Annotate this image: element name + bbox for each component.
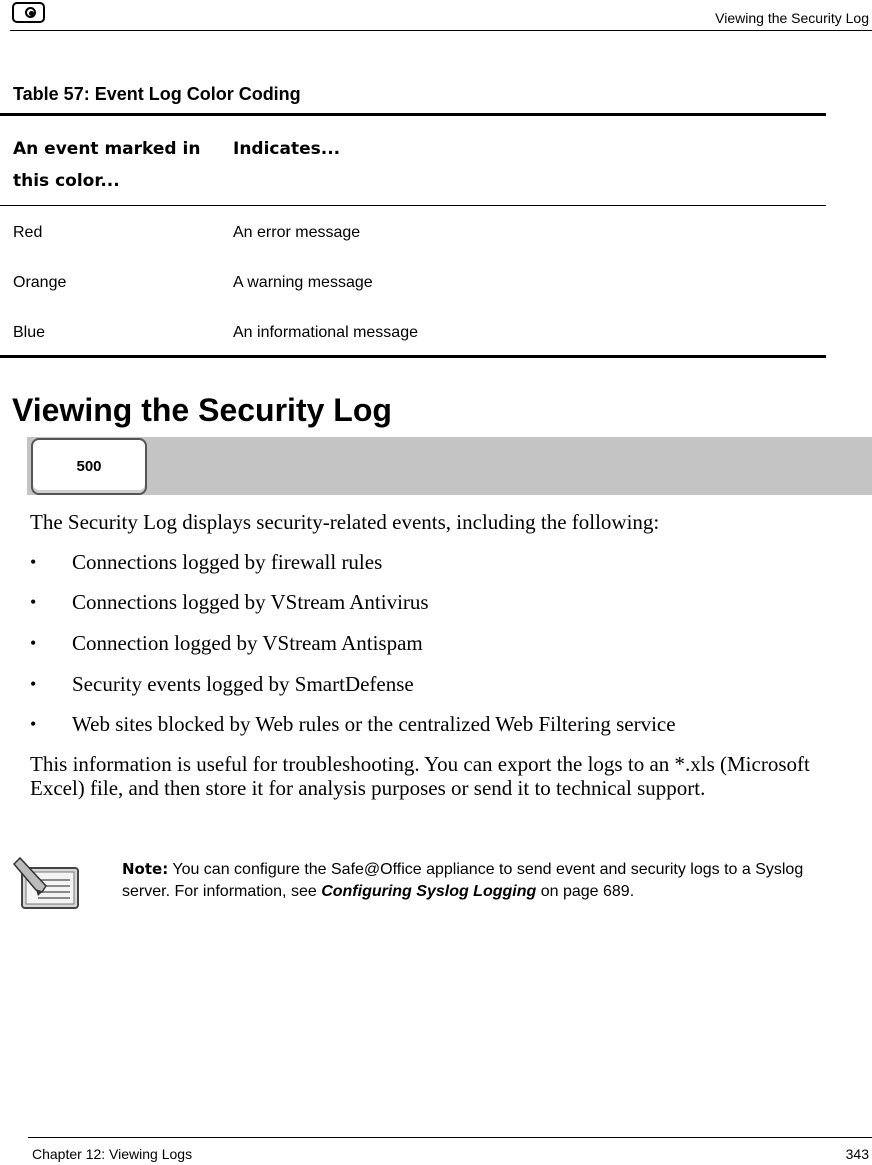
running-header-title: Viewing the Security Log — [715, 10, 869, 26]
table-header-rule — [0, 205, 826, 206]
section-title: Viewing the Security Log — [12, 392, 392, 428]
note-text: Note: You can configure the Safe@Office appliance to send event and security logs to a Syslog server. For information, see Configuring Syslog Logging on page 689. — [122, 860, 804, 900]
table-header-color: An event marked in this color... — [13, 139, 201, 191]
table-top-rule — [0, 113, 826, 116]
table-cell-color: Orange — [13, 274, 67, 291]
body-paragraph: This information is useful for troubleshooting. You can export the logs to an *.xls (Microsoft Excel) file, and then store it for analysis purposes or send it to technical support. — [30, 752, 810, 800]
note-pad-icon — [12, 856, 80, 912]
table-bottom-rule — [0, 355, 826, 358]
table-header-indicates: Indicates... — [233, 139, 341, 159]
table-cell-color: Blue — [13, 324, 46, 341]
model-badge-bar — [27, 437, 872, 495]
footer-page-number: 343 — [845, 1146, 869, 1162]
table-cell-meaning: A warning message — [233, 274, 373, 291]
monitor-eye-icon — [12, 2, 45, 23]
table-cell-meaning: An informational message — [233, 324, 418, 341]
syslog-link[interactable]: Configuring Syslog Logging — [321, 883, 537, 900]
model-badge: 500 — [31, 438, 147, 495]
table-cell-meaning: An error message — [233, 224, 361, 241]
footer-chapter: Chapter 12: Viewing Logs — [32, 1146, 193, 1162]
table-caption: Table 57: Event Log Color Coding — [13, 84, 301, 104]
header-rule — [10, 30, 872, 31]
intro-text: The Security Log displays security-related events, including the following: — [30, 510, 660, 534]
note-label: Note: — [122, 860, 169, 878]
table-cell-color: Red — [13, 224, 43, 241]
footer-rule — [28, 1137, 872, 1138]
